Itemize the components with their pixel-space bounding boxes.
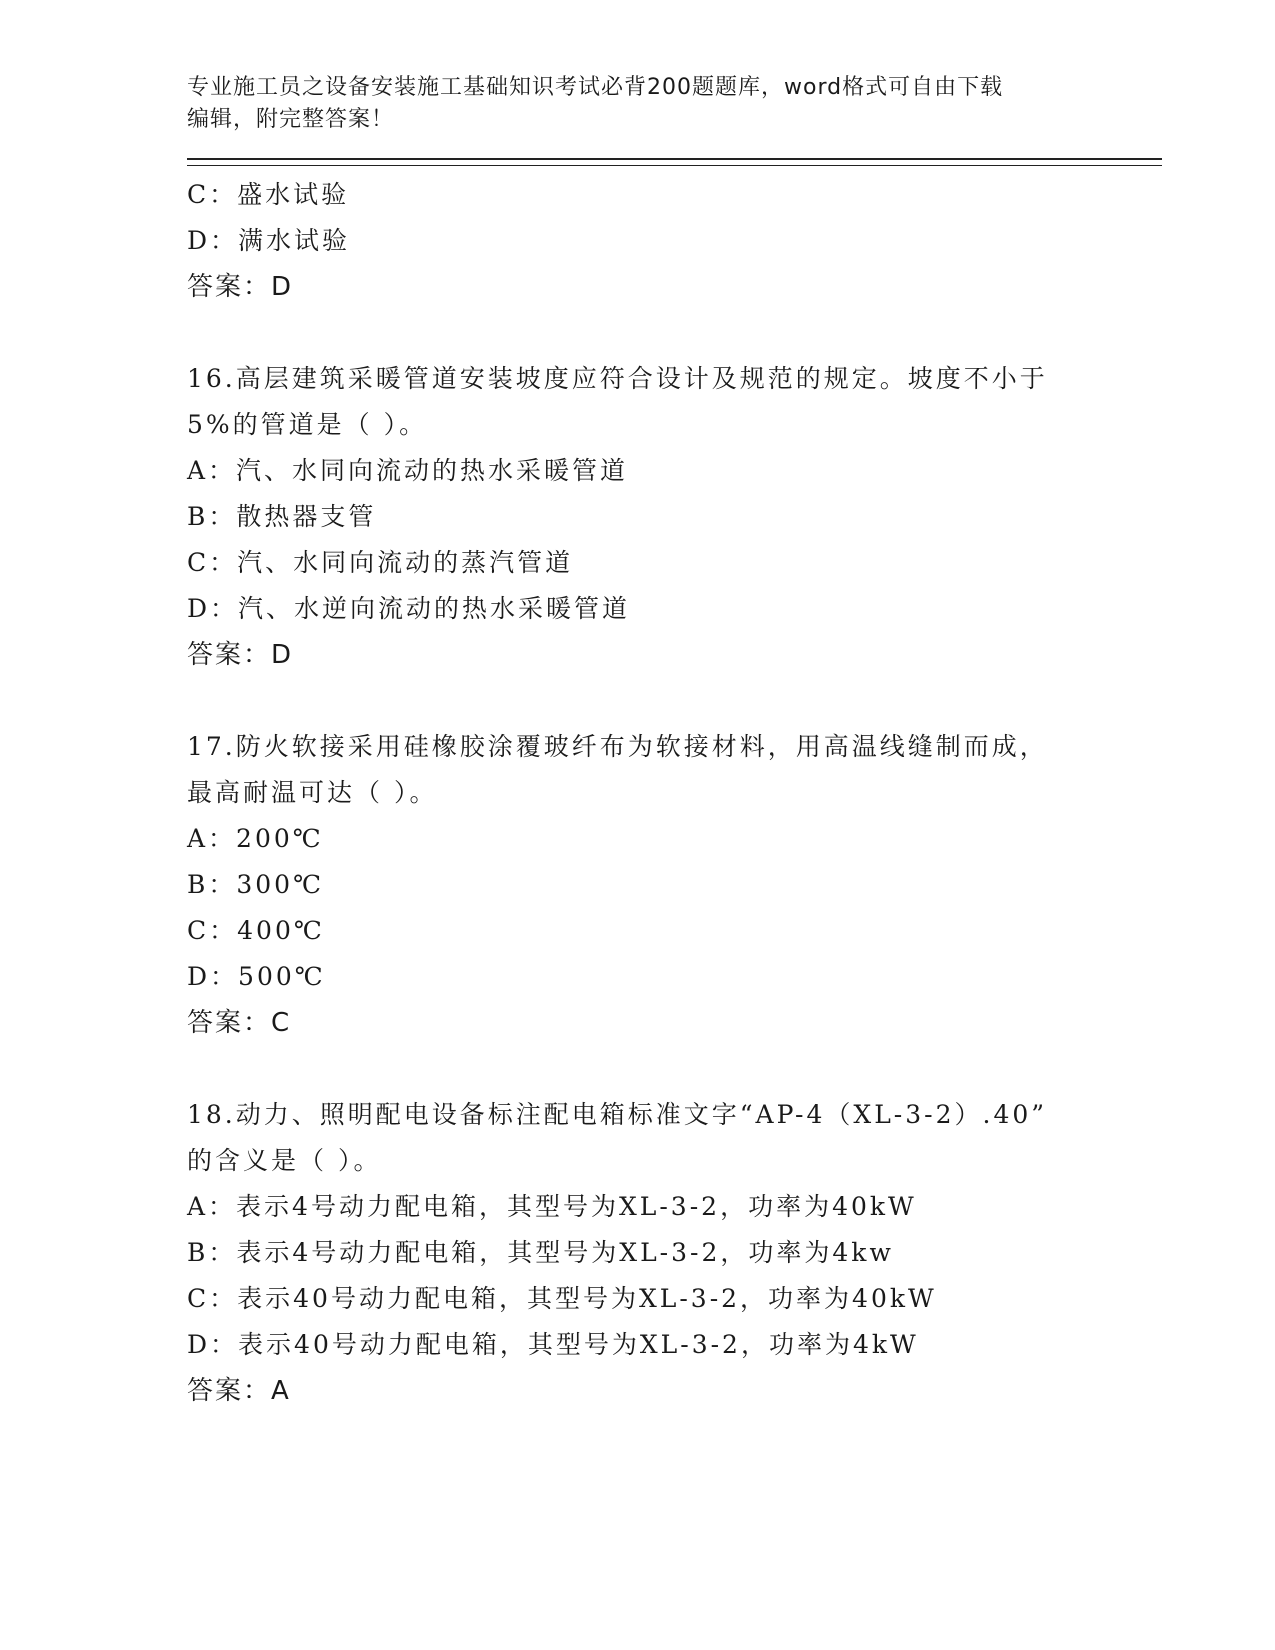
header-title-line1: 专业施工员之设备安装施工基础知识考试必背200题题库，word格式可自由下载 xyxy=(187,75,1004,100)
option-b: B：300℃ xyxy=(187,870,325,899)
question-stem-cont: 最高耐温可达（ ）。 xyxy=(187,778,438,807)
question-stem: 16.高层建筑采暖管道安装坡度应符合设计及规范的规定。坡度不小于 xyxy=(187,364,1048,393)
document-page xyxy=(187,72,1162,1414)
spacer xyxy=(187,310,1162,356)
option-c: C：盛水试验 xyxy=(187,180,350,209)
question-16 xyxy=(187,356,1162,678)
answer-line: 答案：D xyxy=(187,640,294,670)
question-stem: 18.动力、照明配电设备标注配电箱标准文字“AP-4（XL-3-2）.40” xyxy=(187,1100,1048,1129)
question-18 xyxy=(187,1092,1162,1414)
question-15-tail xyxy=(187,172,1162,310)
option-c: C：表示40号动力配电箱，其型号为XL-3-2，功率为40kW xyxy=(187,1284,937,1313)
option-a: A：200℃ xyxy=(187,824,324,853)
question-17 xyxy=(187,724,1162,1046)
option-a: A：汽、水同向流动的热水采暖管道 xyxy=(187,456,629,485)
document-header xyxy=(187,72,1162,136)
spacer xyxy=(187,1046,1162,1092)
option-b: B：表示4号动力配电箱，其型号为XL-3-2，功率为4kw xyxy=(187,1238,894,1267)
option-d: D：500℃ xyxy=(187,962,326,991)
header-divider xyxy=(187,158,1162,166)
header-title-line2: 编辑，附完整答案！ xyxy=(187,107,395,132)
question-stem-cont: 5%的管道是（ ）。 xyxy=(187,410,428,439)
option-d: D：表示40号动力配电箱，其型号为XL-3-2，功率为4kW xyxy=(187,1330,919,1359)
spacer xyxy=(187,678,1162,724)
answer-line: 答案：C xyxy=(187,1008,292,1038)
option-c: C：400℃ xyxy=(187,916,325,945)
question-stem-cont: 的含义是（ ）。 xyxy=(187,1146,382,1175)
answer-line: 答案：D xyxy=(187,272,294,302)
option-d: D：满水试验 xyxy=(187,226,351,255)
option-c: C：汽、水同向流动的蒸汽管道 xyxy=(187,548,574,577)
option-a: A：表示4号动力配电箱，其型号为XL-3-2，功率为40kW xyxy=(187,1192,917,1221)
option-b: B：散热器支管 xyxy=(187,502,377,531)
question-stem: 17.防火软接采用硅橡胶涂覆玻纤布为软接材料，用高温线缝制而成， xyxy=(187,732,1048,761)
option-d: D：汽、水逆向流动的热水采暖管道 xyxy=(187,594,631,623)
answer-line: 答案：A xyxy=(187,1376,291,1406)
